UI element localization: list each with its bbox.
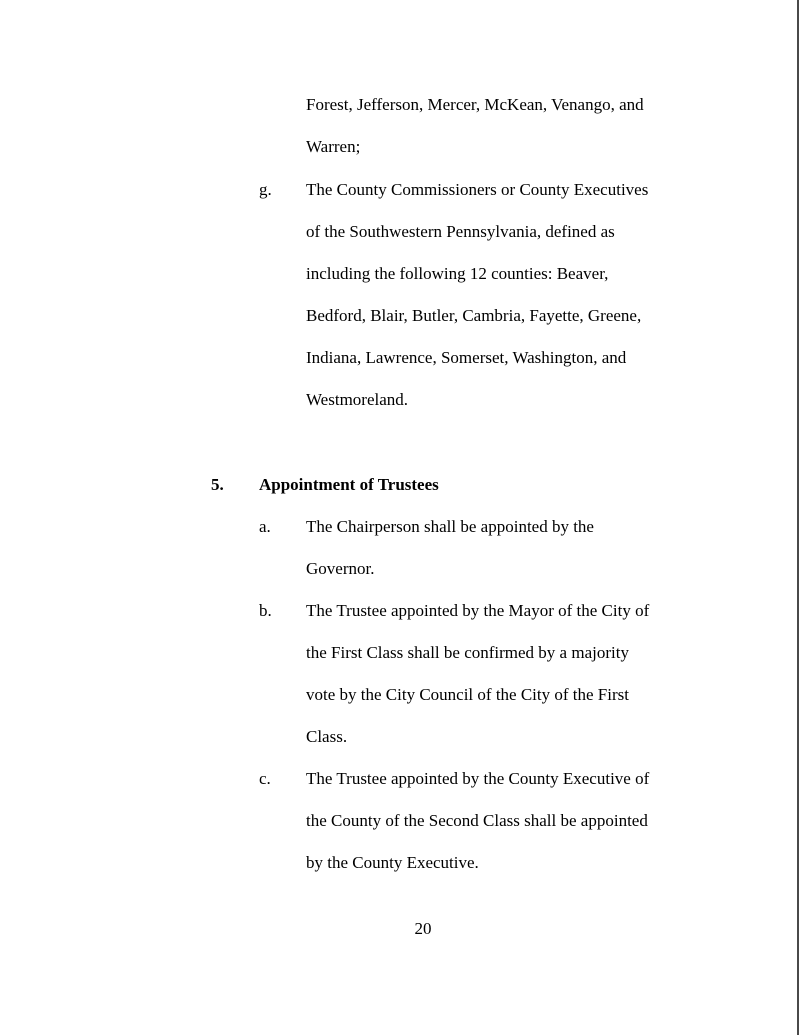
item-c-line: by the County Executive. (306, 853, 479, 872)
list-marker-c: c. (259, 769, 271, 788)
continued-item-line: Forest, Jefferson, Mercer, McKean, Venango, and (306, 95, 644, 114)
item-a-line: Governor. (306, 559, 375, 578)
item-b-line: the First Class shall be confirmed by a majority (306, 643, 629, 662)
section-number: 5. (211, 475, 224, 494)
section-heading: Appointment of Trustees (259, 475, 439, 494)
list-marker-g: g. (259, 180, 272, 199)
item-b-line: Class. (306, 727, 348, 746)
item-g-line: The County Commissioners or County Executives (306, 180, 649, 199)
page-number: 20 (414, 919, 432, 938)
item-c-line: The Trustee appointed by the County Executive of (306, 769, 650, 788)
continued-item-line: Warren; (306, 137, 361, 156)
item-g-line: Westmoreland. (306, 390, 409, 409)
list-marker-a: a. (259, 517, 271, 536)
item-b-line: The Trustee appointed by the Mayor of the City of (306, 601, 650, 620)
item-g-line: of the Southwestern Pennsylvania, defined as (306, 222, 615, 241)
item-c-line: the County of the Second Class shall be appointed (306, 811, 648, 830)
item-a-line: The Chairperson shall be appointed by the (306, 517, 594, 536)
item-b-line: vote by the City Council of the City of the First (306, 685, 629, 704)
list-marker-b: b. (259, 601, 272, 620)
item-g-line: Indiana, Lawrence, Somerset, Washington, and (306, 348, 627, 367)
item-g-line: Bedford, Blair, Butler, Cambria, Fayette, Greene, (306, 306, 642, 325)
item-g-line: including the following 12 counties: Beaver, (306, 264, 609, 283)
